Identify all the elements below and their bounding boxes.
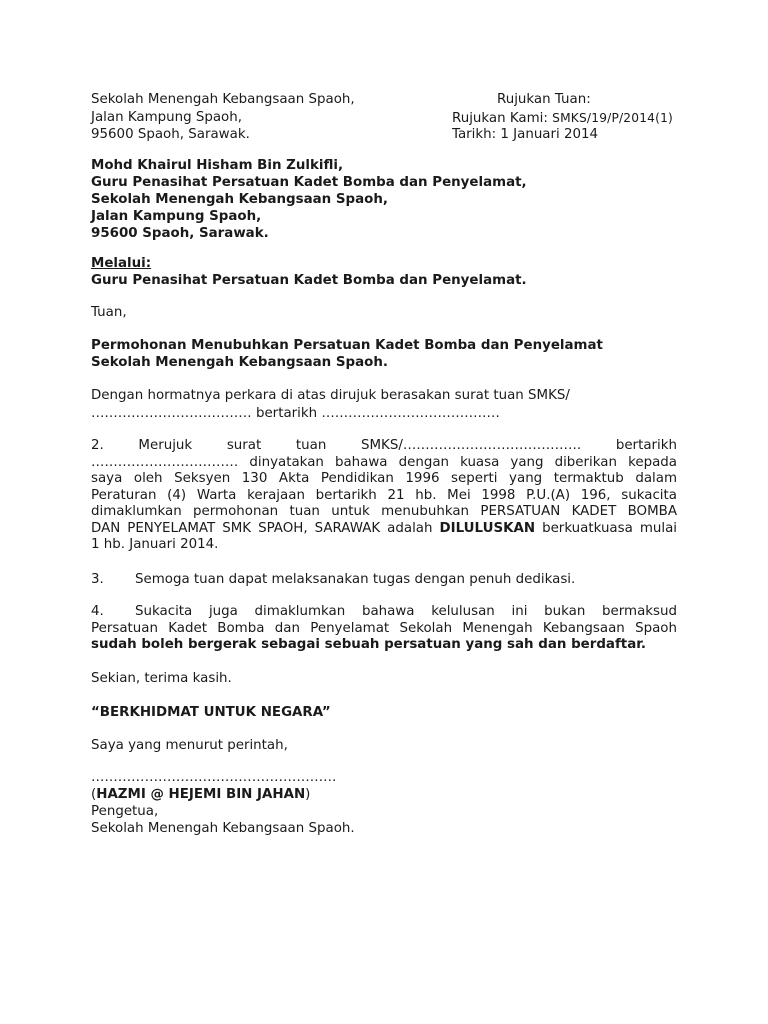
para2-line-5: dimaklumkan permohonan tuan untuk menubuhkan PERSATUAN KADET BOMBA — [91, 504, 677, 519]
recipient-line-5: 95600 Spaoh, Sarawak. — [91, 226, 269, 241]
approval-word: DILULUSKAN — [439, 520, 536, 536]
para4-num: 4. — [91, 604, 104, 619]
recipient-line-4: Jalan Kampung Spaoh, — [91, 209, 262, 224]
sender-line-2: Jalan Kampung Spaoh, — [91, 110, 242, 125]
para2-line-3: saya oleh Seksyen 130 Akta Pendidikan 1996 seperti yang termaktub dalam — [91, 471, 677, 486]
para4-line-3: sudah boleh bergerak sebagai sebuah persatuan yang sah dan berdaftar. — [91, 637, 647, 652]
recipient-line-3: Sekolah Menengah Kebangsaan Spaoh, — [91, 192, 388, 207]
para3-text: Semoga tuan dapat melaksanakan tugas dengan penuh dedikasi. — [135, 572, 576, 587]
ref-kami-label: Rujukan Kami: — [452, 111, 553, 126]
recipient-line-2: Guru Penasihat Persatuan Kadet Bomba dan Penyelamat, — [91, 175, 527, 190]
via-label: Melalui: — [91, 256, 152, 271]
signature-line: ………………………………………………. — [91, 770, 337, 785]
signatory-name — [91, 787, 310, 804]
para1-line-2: ……………………………… bertarikh …………………………………. — [91, 406, 500, 421]
para2-line-6c: berkuatkuasa mulai — [535, 520, 678, 536]
subject-line-1: Permohonan Menubuhkan Persatuan Kadet Bomba dan Penyelamat — [91, 338, 603, 353]
sender-line-3: 95600 Spaoh, Sarawak. — [91, 127, 250, 142]
para2-line-6 — [91, 521, 677, 538]
ref-tarikh: Tarikh: 1 Januari 2014 — [452, 127, 599, 142]
para2-line-2: …………………………… dinyatakan bahawa dengan kuasa yang diberikan kepada — [91, 454, 677, 470]
para2-line-6a: DAN PENYELAMAT SMK SPAOH, SARAWAK adalah — [91, 520, 440, 536]
para4-line-2: Persatuan Kadet Bomba dan Penyelamat Sekolah Menengah Kebangsaan Spaoh — [91, 620, 677, 636]
sender-line-1: Sekolah Menengah Kebangsaan Spaoh, — [91, 92, 355, 107]
para1-line-1: Dengan hormatnya perkara di atas dirujuk berasakan surat tuan SMKS/ — [91, 388, 570, 403]
para3-num: 3. — [91, 572, 104, 587]
para4-line-1 — [91, 604, 677, 621]
paren-close: ) — [305, 787, 311, 802]
para4 — [91, 604, 677, 654]
signatory-title: Pengetua, — [91, 804, 159, 819]
para2 — [91, 438, 677, 554]
subject-line-2: Sekolah Menengah Kebangsaan Spaoh. — [91, 355, 388, 370]
para4-line-1-text: Sukacita juga dimaklumkan bahawa kelulusan ini bukan bermaksud — [135, 604, 677, 619]
salutation: Tuan, — [91, 305, 127, 320]
paren-open: ( — [91, 787, 97, 802]
recipient-line-1: Mohd Khairul Hisham Bin Zulkifli, — [91, 158, 344, 173]
motto: “BERKHIDMAT UNTUK NEGARA” — [91, 705, 331, 720]
signatory-org: Sekolah Menengah Kebangsaan Spaoh. — [91, 821, 355, 836]
para2-line-7: 1 hb. Januari 2014. — [91, 537, 219, 552]
para3 — [91, 572, 575, 589]
closing: Sekian, terima kasih. — [91, 671, 232, 686]
ref-kami-value: SMKS/19/P/2014(1) — [552, 111, 673, 125]
ref-kami — [452, 110, 673, 128]
signatory-name-text: HAZMI @ HEJEMI BIN JAHAN — [96, 787, 306, 802]
para2-line-1: 2. Merujuk surat tuan SMKS/…………………………………. bertarikh — [91, 438, 677, 453]
ref-tuan: Rujukan Tuan: — [497, 92, 591, 107]
para2-line-4: Peraturan (4) Warta kerajaan bertarikh 21 hb. Mei 1998 P.U.(A) 196, sukacita — [91, 487, 677, 503]
yours-faithfully: Saya yang menurut perintah, — [91, 738, 288, 753]
via-value: Guru Penasihat Persatuan Kadet Bomba dan Penyelamat. — [91, 273, 527, 288]
